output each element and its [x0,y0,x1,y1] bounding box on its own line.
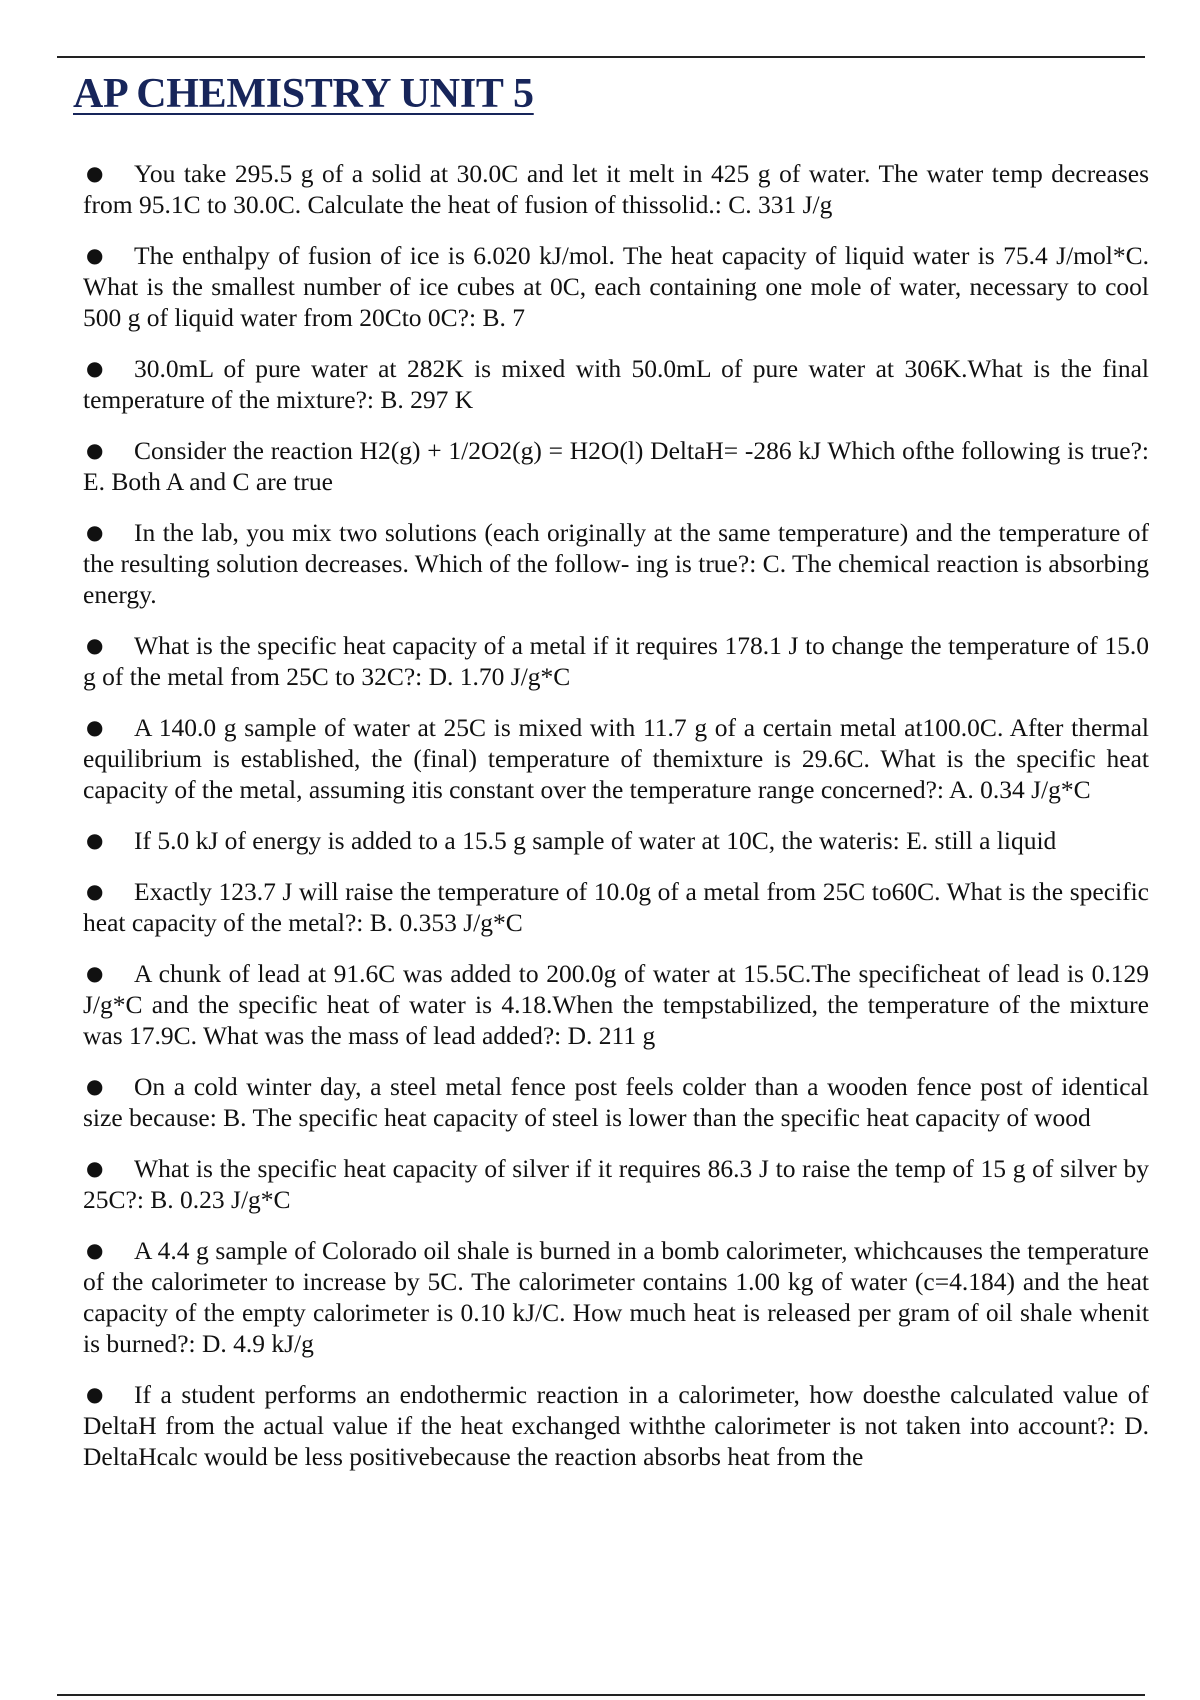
item-text: What is the specific heat capacity of silver if it requires 86.3 J to raise the temp of 15 g of silver by 25C?: B. 0.23 J/g*C [83,1154,1149,1214]
question-answer-list [83,158,1149,1492]
item-text: 30.0mL of pure water at 282K is mixed with 50.0mL of pure water at 306K.What is the final temperature of the mixture?: B. 297 K [83,354,1149,414]
item-text: A 140.0 g sample of water at 25C is mixed with 11.7 g of a certain metal at100.0C. After thermal equilibrium is established, the (final) temperature of themixture is 29.6C. What is the specific heat capacity of the metal, assuming itis constant over the temperature range concerned?: A. 0.34 J/g*C [83,713,1149,804]
list-item [83,435,1149,497]
top-divider [57,56,1145,58]
bullet-icon: ● [86,1382,104,1406]
list-item [83,1071,1149,1133]
item-text: If a student performs an endothermic reaction in a calorimeter, how doesthe calculated value of DeltaH from the actual value if the heat exchanged withthe calorimeter is not taken into account?: D. DeltaHcalc would be less positivebecause the reaction absorbs heat from the [83,1380,1149,1471]
item-text: A 4.4 g sample of Colorado oil shale is burned in a bomb calorimeter, whichcauses the temperature of the calorimeter to increase by 5C. The calorimeter contains 1.00 kg of water (c=4.184) and the heat capacity of the empty calorimeter is 0.10 kJ/C. How much heat is released per gram of oil shale whenit is burned?: D. 4.9 kJ/g [83,1236,1149,1358]
bullet-icon: ● [86,715,104,739]
list-item [83,876,1149,938]
list-item [83,240,1149,333]
bullet-icon: ● [86,356,104,380]
bullet-icon: ● [86,243,104,267]
item-text: The enthalpy of fusion of ice is 6.020 kJ/mol. The heat capacity of liquid water is 75.4 J/mol*C. What is the smallest number of ice cubes at 0C, each containing one mole of water, necessary to cool 500 g of liquid water from 20Cto 0C?: B. 7 [83,241,1149,332]
item-text: What is the specific heat capacity of a metal if it requires 178.1 J to change the temperature of 15.0 g of the metal from 25C to 32C?: D. 1.70 J/g*C [83,631,1149,691]
bullet-icon: ● [86,828,104,852]
document-title: AP CHEMISTRY UNIT 5 [73,71,534,117]
list-item [83,1153,1149,1215]
item-text: In the lab, you mix two solutions (each originally at the same temperature) and the temperature of the resulting solution decreases. Which of the follow- ing is true?: C. The chemical reaction is absorbing energy. [83,518,1149,609]
item-text: Consider the reaction H2(g) + 1/2O2(g) = H2O(l) DeltaH= -286 kJ Which ofthe following is true?: E. Both A and C are true [83,436,1149,496]
bullet-icon: ● [86,161,104,185]
list-item [83,158,1149,220]
bullet-icon: ● [86,520,104,544]
bullet-icon: ● [86,879,104,903]
item-text: If 5.0 kJ of energy is added to a 15.5 g sample of water at 10C, the wateris: E. still a liquid [134,826,1057,855]
list-item [83,1235,1149,1359]
list-item [83,1379,1149,1472]
bullet-icon: ● [86,1074,104,1098]
list-item [83,825,1149,856]
bullet-icon: ● [86,961,104,985]
bullet-icon: ● [86,1156,104,1180]
item-text: On a cold winter day, a steel metal fence post feels colder than a wooden fence post of identical size because: B. The specific heat capacity of steel is lower than the specific heat capacity of wood [83,1072,1149,1132]
item-text: A chunk of lead at 91.6C was added to 200.0g of water at 15.5C.The specificheat of lead is 0.129 J/g*C and the specific heat of water is 4.18.When the tempstabilized, the temperature of the mixture was 17.9C. What was the mass of lead added?: D. 211 g [83,959,1149,1050]
list-item [83,712,1149,805]
bullet-icon: ● [86,438,104,462]
list-item [83,958,1149,1051]
list-item [83,630,1149,692]
item-text: Exactly 123.7 J will raise the temperature of 10.0g of a metal from 25C to60C. What is the specific heat capacity of the metal?: B. 0.353 J/g*C [83,877,1149,937]
list-item [83,517,1149,610]
bullet-icon: ● [86,633,104,657]
bullet-icon: ● [86,1238,104,1262]
item-text: You take 295.5 g of a solid at 30.0C and let it melt in 425 g of water. The water temp decreases from 95.1C to 30.0C. Calculate the heat of fusion of thissolid.: C. 331 J/g [83,159,1149,219]
bottom-divider [57,1694,1145,1696]
list-item [83,353,1149,415]
